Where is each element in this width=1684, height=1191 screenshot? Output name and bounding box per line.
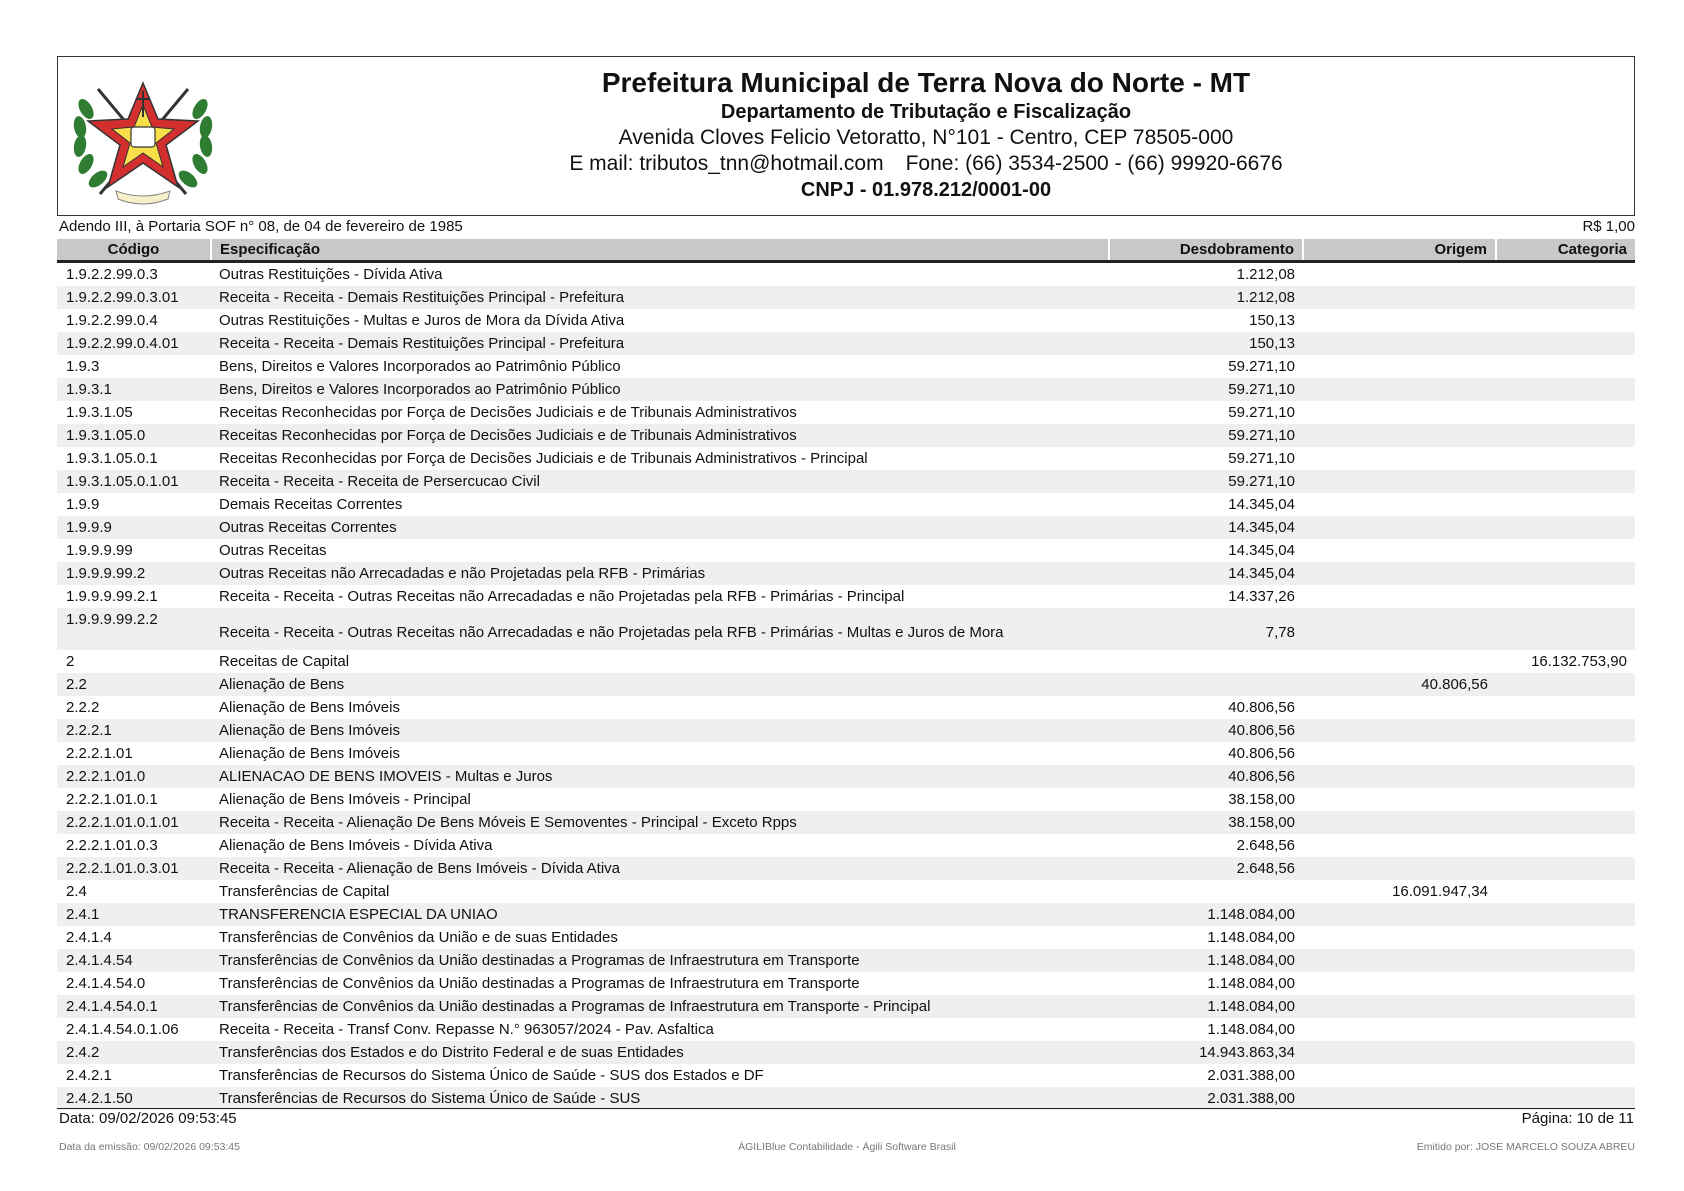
cell-origem (1303, 719, 1496, 742)
cell-categoria (1496, 696, 1635, 719)
cell-desdobramento: 40.806,56 (1228, 745, 1295, 762)
cell-categoria (1496, 972, 1635, 995)
table-row (57, 926, 1635, 949)
cell-categoria (1496, 539, 1635, 562)
cell-categoria (1496, 608, 1635, 650)
cell-origem (1303, 585, 1496, 608)
table-row (57, 696, 1635, 719)
footer-divider (57, 1108, 1635, 1109)
column-header-especificacao: Especificação (211, 239, 1109, 262)
software-name: ÁGILIBlue Contabilidade - Ágili Software Brasil (738, 1141, 956, 1153)
cnpj: CNPJ - 01.978.212/0001-00 (800, 179, 1052, 201)
table-row (57, 650, 1635, 673)
cell-origem (1303, 378, 1496, 401)
cell-codigo: 1.9.9.9.99.2.2 (57, 608, 211, 650)
cell-categoria (1496, 719, 1635, 742)
emission-date: Data da emissão: 09/02/2026 09:53:45 (59, 1141, 240, 1153)
table-row (57, 516, 1635, 539)
cell-codigo: 2.4.1.4.54.0 (66, 975, 146, 992)
cell-especificacao: Receita - Receita - Transf Conv. Repasse N.° 963057/2024 - Pav. Asfaltica (219, 1021, 714, 1038)
municipal-coat-of-arms-icon (68, 69, 218, 209)
table-row (57, 378, 1635, 401)
cell-origem (1303, 470, 1496, 493)
cell-origem (1303, 447, 1496, 470)
cell-desdobramento: 40.806,56 (1228, 699, 1295, 716)
cell-desdobramento: 1.212,08 (1109, 286, 1303, 309)
contact-line (218, 151, 1634, 177)
cell-desdobramento: 38.158,00 (1228, 791, 1295, 808)
cell-origem (1303, 1087, 1496, 1110)
cell-categoria (1496, 562, 1635, 585)
cell-categoria (1496, 949, 1635, 972)
cell-categoria (1496, 903, 1635, 926)
table-row (57, 857, 1635, 880)
table-row (57, 309, 1635, 332)
cell-categoria (1496, 401, 1635, 424)
cell-codigo: 1.9.9.9.99.2.1 (66, 588, 158, 605)
cell-especificacao: Outras Receitas não Arrecadadas e não Projetadas pela RFB - Primárias (211, 562, 1109, 585)
cell-origem (1303, 608, 1496, 650)
emitted-by: Emitido por: JOSE MARCELO SOUZA ABREU (1416, 1141, 1635, 1153)
cell-origem (1303, 1018, 1496, 1041)
cell-desdobramento: 59.271,10 (1109, 470, 1303, 493)
cell-categoria (1496, 1041, 1635, 1064)
cell-especificacao: Transferências de Convênios da União e de suas Entidades (219, 929, 618, 946)
cell-desdobramento: 59.271,10 (1228, 358, 1295, 375)
table-row (57, 673, 1635, 696)
table-row (57, 447, 1635, 470)
cell-categoria (1496, 995, 1635, 1018)
phone: Fone: (66) 3534-2500 - (66) 99920-6676 (905, 152, 1283, 175)
cell-categoria (1496, 355, 1635, 378)
currency-unit: R$ 1,00 (1582, 218, 1635, 235)
cell-desdobramento: 14.337,26 (1228, 588, 1295, 605)
cell-codigo: 2.4.1.4.54.0.1.06 (66, 1021, 179, 1038)
cell-desdobramento: 14.345,04 (1109, 562, 1303, 585)
column-header-desdobramento: Desdobramento (1109, 239, 1303, 262)
table-row (57, 539, 1635, 562)
cell-desdobramento (1109, 880, 1303, 903)
email: E mail: tributos_tnn@hotmail.com (569, 152, 884, 175)
cell-origem (1303, 262, 1496, 287)
cell-especificacao: Transferências de Convênios da União destinadas a Programas de Infraestrutura em Transporte (211, 949, 1109, 972)
cell-desdobramento: 1.148.084,00 (1109, 995, 1303, 1018)
cell-desdobramento: 1.148.084,00 (1109, 903, 1303, 926)
cell-codigo: 2.2.2.1.01.0.1 (66, 791, 158, 808)
cell-categoria (1496, 585, 1635, 608)
cell-especificacao: Receita - Receita - Alienação de Bens Imóveis - Dívida Ativa (211, 857, 1109, 880)
cell-origem (1303, 539, 1496, 562)
cell-especificacao: Receita - Receita - Receita de Persercucao Civil (211, 470, 1109, 493)
cell-codigo: 2.4 (66, 883, 87, 900)
cell-codigo: 2.4.2.1 (66, 1067, 112, 1084)
cell-desdobramento: 14.345,04 (1228, 542, 1295, 559)
cell-codigo: 2.2.2.1.01 (66, 745, 133, 762)
cell-codigo: 1.9.2.2.99.0.3 (66, 266, 158, 283)
table-row (57, 788, 1635, 811)
cell-categoria (1496, 742, 1635, 765)
cell-origem (1303, 1041, 1496, 1064)
cell-desdobramento: 14.943.863,34 (1109, 1041, 1303, 1064)
cell-codigo: 2.2.2.1.01.0.1.01 (57, 811, 211, 834)
cell-codigo: 1.9.3.1.05.0.1.01 (57, 470, 211, 493)
cell-categoria (1496, 470, 1635, 493)
letterhead (57, 56, 1635, 216)
cell-desdobramento: 59.271,10 (1228, 450, 1295, 467)
cell-especificacao: Receita - Receita - Outras Receitas não Arrecadadas e não Projetadas pela RFB - Primárias - Principal (219, 588, 905, 605)
table-row (57, 470, 1635, 493)
table-row (57, 401, 1635, 424)
cell-categoria (1496, 811, 1635, 834)
cell-codigo: 1.9.9.9.99.2 (57, 562, 211, 585)
cell-especificacao: Transferências de Convênios da União destinadas a Programas de Infraestrutura em Transporte (219, 975, 860, 992)
cell-origem (1303, 995, 1496, 1018)
cell-categoria (1496, 765, 1635, 788)
table-row (57, 493, 1635, 516)
cell-categoria (1496, 1018, 1635, 1041)
cell-origem (1303, 926, 1496, 949)
cell-desdobramento: 2.031.388,00 (1109, 1087, 1303, 1110)
cell-especificacao: Receita - Receita - Outras Receitas não Arrecadadas e não Projetadas pela RFB - Primárias - Multas e Juros de Mora (211, 608, 1109, 650)
cell-codigo: 1.9.3.1.05 (66, 404, 133, 421)
table-row (57, 811, 1635, 834)
cell-desdobramento: 7,78 (1109, 608, 1303, 650)
cell-origem (1303, 401, 1496, 424)
cell-especificacao: Transferências de Convênios da União destinadas a Programas de Infraestrutura em Transporte - Principal (211, 995, 1109, 1018)
table-row (57, 355, 1635, 378)
cell-codigo: 1.9.2.2.99.0.4.01 (57, 332, 211, 355)
revenue-table (57, 239, 1635, 1110)
table-row (57, 972, 1635, 995)
cell-categoria (1496, 516, 1635, 539)
cell-origem (1303, 788, 1496, 811)
cell-desdobramento (1109, 650, 1303, 673)
cell-codigo: 1.9.9 (66, 496, 100, 513)
cell-categoria (1496, 1087, 1635, 1110)
cell-especificacao: Demais Receitas Correntes (219, 496, 403, 513)
cell-desdobramento (1109, 673, 1303, 696)
cell-desdobramento: 2.648,56 (1109, 857, 1303, 880)
cell-especificacao: TRANSFERENCIA ESPECIAL DA UNIAO (211, 903, 1109, 926)
cell-origem: 16.091.947,34 (1392, 883, 1488, 900)
cell-codigo: 2.4.2.1.50 (57, 1087, 211, 1110)
cell-codigo: 1.9.9.9.99 (66, 542, 133, 559)
cell-origem (1303, 424, 1496, 447)
cell-desdobramento: 1.148.084,00 (1207, 929, 1295, 946)
report-date: Data: 09/02/2026 09:53:45 (59, 1110, 237, 1127)
cell-especificacao: Receita - Receita - Alienação De Bens Móveis E Semoventes - Principal - Exceto Rpps (211, 811, 1109, 834)
cell-codigo: 1.9.3.1.05.0.1 (66, 450, 158, 467)
table-row (57, 286, 1635, 309)
cell-especificacao: Outras Receitas (219, 542, 327, 559)
table-row (57, 424, 1635, 447)
table-row (57, 585, 1635, 608)
cell-categoria (1496, 857, 1635, 880)
cell-origem (1303, 493, 1496, 516)
cell-desdobramento: 1.212,08 (1236, 266, 1295, 283)
cell-especificacao: Bens, Direitos e Valores Incorporados ao Patrimônio Público (211, 378, 1109, 401)
cell-origem (1303, 309, 1496, 332)
cell-categoria (1496, 880, 1635, 903)
table-row (57, 262, 1635, 287)
cell-categoria (1496, 378, 1635, 401)
cell-codigo: 2.4.1.4.54.0.1 (57, 995, 211, 1018)
cell-codigo: 2.4.1.4 (66, 929, 112, 946)
cell-origem (1303, 834, 1496, 857)
cell-codigo: 1.9.3 (66, 358, 100, 375)
cell-origem (1303, 650, 1496, 673)
cell-categoria (1496, 286, 1635, 309)
cell-especificacao: Receitas Reconhecidas por Força de Decisões Judiciais e de Tribunais Administrativos (211, 424, 1109, 447)
cell-desdobramento: 2.031.388,00 (1207, 1067, 1295, 1084)
table-row (57, 1018, 1635, 1041)
cell-codigo: 2.2.2.1.01.0.3.01 (57, 857, 211, 880)
cell-categoria (1496, 262, 1635, 287)
cell-desdobramento: 40.806,56 (1109, 765, 1303, 788)
cell-origem (1303, 286, 1496, 309)
cell-categoria (1496, 332, 1635, 355)
cell-codigo: 1.9.2.2.99.0.3.01 (57, 286, 211, 309)
cell-categoria (1496, 424, 1635, 447)
cell-desdobramento: 1.148.084,00 (1207, 975, 1295, 992)
table-row (57, 719, 1635, 742)
cell-codigo: 2.2 (57, 673, 211, 696)
table-row (57, 562, 1635, 585)
cell-desdobramento: 150,13 (1109, 332, 1303, 355)
emission-info (59, 1141, 1635, 1153)
cell-origem (1303, 516, 1496, 539)
cell-desdobramento: 1.148.084,00 (1207, 1021, 1295, 1038)
cell-desdobramento: 14.345,04 (1228, 496, 1295, 513)
cell-codigo: 2.2.2.1.01.0.3 (66, 837, 158, 854)
cell-codigo: 2.2.2.1.01.0 (57, 765, 211, 788)
cell-especificacao: ALIENACAO DE BENS IMOVEIS - Multas e Juros (211, 765, 1109, 788)
cell-especificacao: Alienação de Bens Imóveis (219, 699, 400, 716)
table-row (57, 949, 1635, 972)
table-row (57, 742, 1635, 765)
cell-origem: 40.806,56 (1303, 673, 1496, 696)
cell-codigo: 2 (66, 653, 75, 670)
cell-categoria (1496, 1064, 1635, 1087)
cell-codigo: 2.4.2 (57, 1041, 211, 1064)
cell-categoria (1496, 834, 1635, 857)
cell-origem (1303, 972, 1496, 995)
cell-especificacao: Outras Restituições - Multas e Juros de Mora da Dívida Ativa (219, 312, 625, 329)
table-row (57, 903, 1635, 926)
cell-especificacao: Transferências de Recursos do Sistema Único de Saúde - SUS dos Estados e DF (219, 1067, 764, 1084)
table-header-row (57, 239, 1635, 262)
cell-categoria (1496, 673, 1635, 696)
cell-origem (1303, 857, 1496, 880)
cell-codigo: 1.9.9.9 (57, 516, 211, 539)
cell-categoria (1496, 447, 1635, 470)
cell-especificacao: Receitas de Capital (219, 653, 350, 670)
cell-desdobramento: 14.345,04 (1109, 516, 1303, 539)
cell-origem (1303, 332, 1496, 355)
cell-especificacao: Receita - Receita - Demais Restituições Principal - Prefeitura (211, 286, 1109, 309)
cell-especificacao: Transferências de Recursos do Sistema Único de Saúde - SUS (211, 1087, 1109, 1110)
cell-desdobramento: 2.648,56 (1236, 837, 1295, 854)
cell-desdobramento: 59.271,10 (1109, 378, 1303, 401)
page-number: Página: 10 de 11 (1521, 1110, 1634, 1127)
column-header-codigo: Código (57, 239, 211, 262)
letterhead-text (218, 67, 1634, 203)
cell-especificacao: Alienação de Bens Imóveis (219, 745, 400, 762)
cell-origem (1303, 765, 1496, 788)
table-row (57, 332, 1635, 355)
cell-codigo: 1.9.3.1.05.0 (57, 424, 211, 447)
municipality-title: Prefeitura Municipal de Terra Nova do Norte - MT (601, 67, 1251, 98)
cell-especificacao: Alienação de Bens Imóveis - Principal (219, 791, 471, 808)
cell-desdobramento: 59.271,10 (1109, 424, 1303, 447)
cell-especificacao: Receitas Reconhecidas por Força de Decisões Judiciais e de Tribunais Administrativos - Principal (219, 450, 868, 467)
cell-especificacao: Alienação de Bens Imóveis (211, 719, 1109, 742)
cell-categoria (1496, 788, 1635, 811)
column-header-categoria: Categoria (1496, 239, 1635, 262)
cell-codigo: 1.9.3.1 (57, 378, 211, 401)
cell-especificacao: Transferências dos Estados e do Distrito Federal e de suas Entidades (211, 1041, 1109, 1064)
cell-categoria (1496, 926, 1635, 949)
table-row (57, 834, 1635, 857)
cell-origem (1303, 949, 1496, 972)
cell-origem (1303, 355, 1496, 378)
department-name: Departamento de Tributação e Fiscalização (720, 101, 1132, 123)
cell-especificacao: Alienação de Bens (211, 673, 1109, 696)
table-row (57, 995, 1635, 1018)
table-row (57, 1087, 1635, 1110)
cell-codigo: 2.4.1.4.54 (57, 949, 211, 972)
cell-especificacao: Outras Receitas Correntes (211, 516, 1109, 539)
table-row (57, 765, 1635, 788)
cell-especificacao: Receitas Reconhecidas por Força de Decisões Judiciais e de Tribunais Administrativos (219, 404, 797, 421)
cell-origem (1303, 1064, 1496, 1087)
cell-especificacao: Bens, Direitos e Valores Incorporados ao Patrimônio Público (219, 358, 621, 375)
table-row (57, 1064, 1635, 1087)
cell-codigo: 2.2.2 (66, 699, 100, 716)
address: Avenida Cloves Felicio Vetoratto, N°101 - Centro, CEP 78505-000 (618, 126, 1234, 149)
cell-categoria (1496, 309, 1635, 332)
cell-desdobramento: 150,13 (1249, 312, 1295, 329)
ordinance-reference: Adendo III, à Portaria SOF n° 08, de 04 de fevereiro de 1985 (59, 218, 463, 235)
cell-desdobramento: 59.271,10 (1228, 404, 1295, 421)
report-subheader (59, 218, 1635, 236)
cell-origem (1303, 696, 1496, 719)
cell-desdobramento: 40.806,56 (1109, 719, 1303, 742)
cell-origem (1303, 742, 1496, 765)
cell-codigo: 2.4.1 (57, 903, 211, 926)
cell-categoria: 16.132.753,90 (1531, 653, 1627, 670)
table-row (57, 1041, 1635, 1064)
cell-especificacao: Alienação de Bens Imóveis - Dívida Ativa (219, 837, 493, 854)
cell-origem (1303, 903, 1496, 926)
table-row (57, 608, 1635, 650)
cell-origem (1303, 562, 1496, 585)
cell-codigo: 1.9.2.2.99.0.4 (66, 312, 158, 329)
table-body (57, 262, 1635, 1111)
cell-especificacao: Receita - Receita - Demais Restituições Principal - Prefeitura (211, 332, 1109, 355)
cell-desdobramento: 38.158,00 (1109, 811, 1303, 834)
cell-origem (1303, 811, 1496, 834)
cell-categoria (1496, 493, 1635, 516)
cell-codigo: 2.2.2.1 (57, 719, 211, 742)
cell-desdobramento: 1.148.084,00 (1109, 949, 1303, 972)
cell-especificacao: Outras Restituições - Dívida Ativa (219, 266, 443, 283)
cell-especificacao: Transferências de Capital (219, 883, 390, 900)
table-row (57, 880, 1635, 903)
column-header-origem: Origem (1303, 239, 1496, 262)
